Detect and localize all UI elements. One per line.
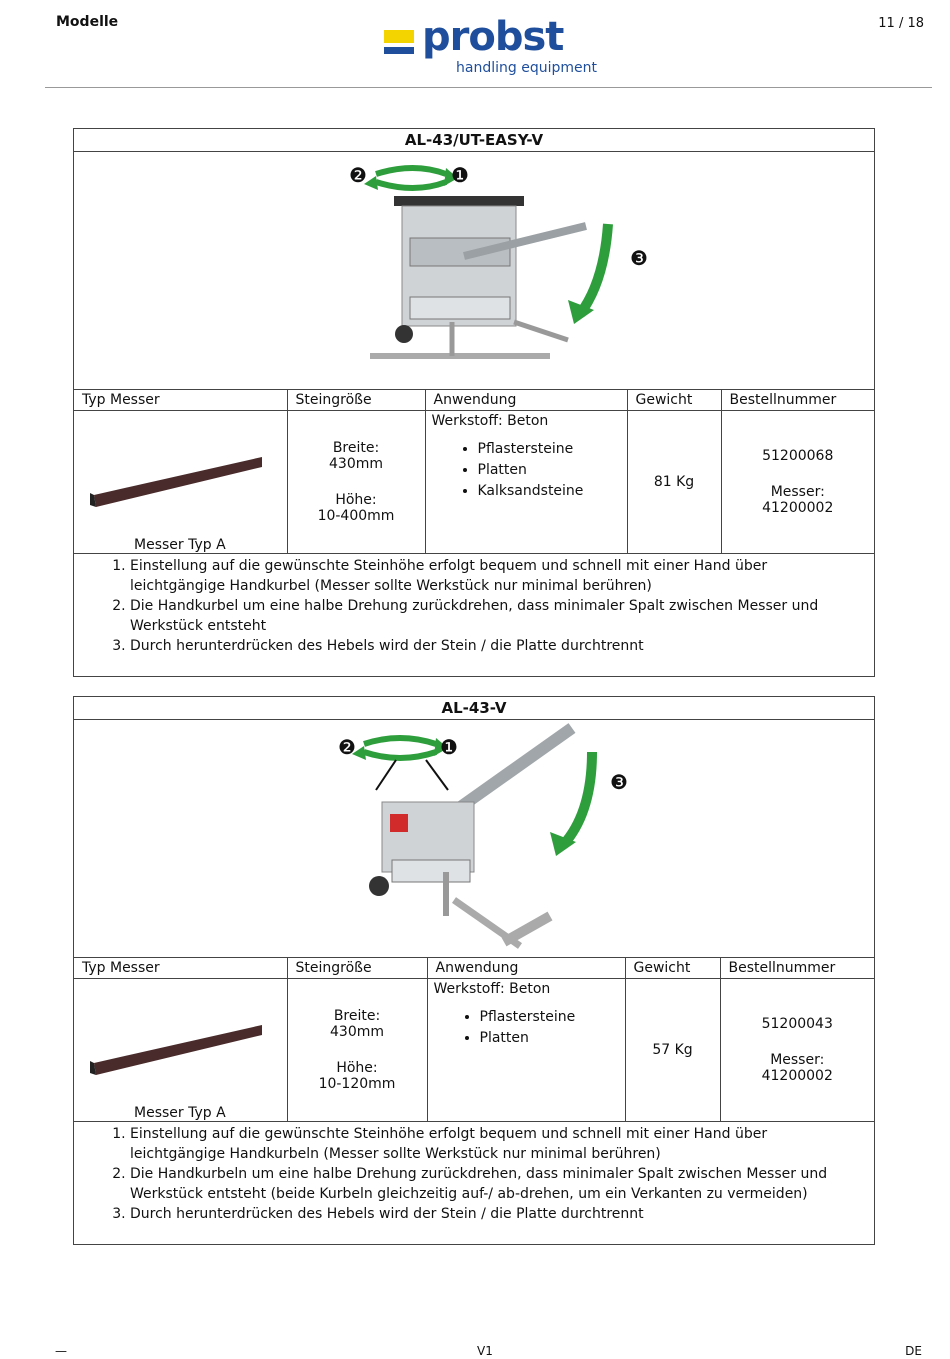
knife-number-label: Messer: xyxy=(770,1051,825,1068)
model-block-2 xyxy=(73,696,875,1245)
col-header: Bestellnummer xyxy=(721,390,874,411)
application-cell xyxy=(427,979,625,1121)
page-number: 11 / 18 xyxy=(878,16,924,31)
weight-cell: 57 Kg xyxy=(625,979,720,1121)
footer-version: V1 xyxy=(477,1344,493,1358)
width-label: Breite: xyxy=(332,439,380,456)
spec-table xyxy=(74,958,874,1121)
order-number: 51200068 xyxy=(762,447,834,464)
col-header: Gewicht xyxy=(627,390,721,411)
cutter-ut-easy-illustration xyxy=(74,152,874,389)
instructions xyxy=(74,553,874,676)
section-title: Modelle xyxy=(56,14,119,30)
footer-left: — xyxy=(55,1344,67,1358)
header-divider xyxy=(45,87,932,88)
instruction-step: 1. Einstellung auf die gewünschte Steinhöhe erfolgt bequem und schnell mit einer Hand über leichtgängige Handkurbel (Messer sollte Werkstück nur minimal berühren) xyxy=(130,556,864,596)
width-label: Breite: xyxy=(333,1007,381,1024)
marker-1-icon: ❶ xyxy=(440,735,458,759)
marker-3-icon: ❸ xyxy=(610,770,628,794)
order-number: 51200043 xyxy=(761,1015,833,1032)
knife-image xyxy=(90,1017,270,1087)
height-label: Höhe: xyxy=(336,1059,378,1076)
marker-3-icon: ❸ xyxy=(630,246,648,270)
marker-2-icon: ❷ xyxy=(338,735,356,759)
height-value: 10-120mm xyxy=(318,1075,396,1092)
spec-table xyxy=(74,390,874,553)
col-header: Bestellnummer xyxy=(720,958,874,979)
instruction-step: 1. Einstellung auf die gewünschte Steinhöhe erfolgt bequem und schnell mit einer Hand über leichtgängige Handkurbeln (Messer sollte Werkstück nur minimal berühren) xyxy=(130,1124,864,1164)
list-item: • Kalksandsteine xyxy=(478,481,621,502)
knife-type-label: Messer Typ A xyxy=(134,1104,226,1121)
model-title: AL-43-V xyxy=(74,697,874,720)
list-item: • Pflastersteine xyxy=(478,439,621,460)
col-header: Steingröße xyxy=(287,958,427,979)
instruction-step: 2. Die Handkurbeln um eine halbe Drehung zurückdrehen, dass minimaler Spalt zwischen Messer und Werkstück entsteht (beide Kurbeln gleichzeitig auf-/ ab-drehen, um ein Verkanten zu vermeiden) xyxy=(130,1164,864,1204)
instructions xyxy=(74,1121,874,1244)
size-cell xyxy=(287,979,427,1121)
knife-type-label: Messer Typ A xyxy=(134,536,226,553)
material-label: Werkstoff: Beton xyxy=(431,413,549,429)
machine-image-1 xyxy=(74,152,874,390)
col-header: Anwendung xyxy=(427,958,625,979)
logo-stripes-icon xyxy=(384,30,414,54)
machine-image-2 xyxy=(74,720,874,958)
size-cell xyxy=(287,411,425,553)
width-value: 430mm xyxy=(330,1023,384,1040)
height-value: 10-400mm xyxy=(317,507,395,524)
knife-number: 41200002 xyxy=(762,499,834,516)
instruction-step: 2. Die Handkurbel um eine halbe Drehung zurückdrehen, dass minimaler Spalt zwischen Messer und Werkstück entsteht xyxy=(130,596,864,636)
height-label: Höhe: xyxy=(335,491,377,508)
cutter-v-illustration xyxy=(74,720,874,957)
logo-tagline: handling equipment xyxy=(456,60,597,76)
footer-language: DE xyxy=(905,1344,922,1358)
application-cell xyxy=(425,411,627,553)
col-header: Anwendung xyxy=(425,390,627,411)
knife-number-label: Messer: xyxy=(770,483,825,500)
instruction-step: 3. Durch herunterdrücken des Hebels wird der Stein / die Platte durchtrennt xyxy=(130,636,864,656)
material-label: Werkstoff: Beton xyxy=(433,981,551,997)
col-header: Gewicht xyxy=(625,958,720,979)
knife-image xyxy=(90,449,270,519)
order-cell xyxy=(720,979,874,1121)
col-header: Steingröße xyxy=(287,390,425,411)
instruction-step: 3. Durch herunterdrücken des Hebels wird der Stein / die Platte durchtrennt xyxy=(130,1204,864,1224)
order-cell xyxy=(721,411,874,553)
model-title: AL-43/UT-EASY-V xyxy=(74,129,874,152)
knife-number: 41200002 xyxy=(761,1067,833,1084)
model-block-1 xyxy=(73,128,875,677)
marker-2-icon: ❷ xyxy=(349,163,367,187)
logo-wordmark: probst xyxy=(422,14,564,60)
col-header: Typ Messer xyxy=(74,958,287,979)
width-value: 430mm xyxy=(329,455,383,472)
col-header: Typ Messer xyxy=(74,390,287,411)
knife-cell xyxy=(74,411,287,553)
marker-1-icon: ❶ xyxy=(451,163,469,187)
probst-logo xyxy=(384,14,614,80)
weight-cell: 81 Kg xyxy=(627,411,721,553)
list-item: • Platten xyxy=(478,460,621,481)
list-item: • Pflastersteine xyxy=(480,1007,619,1028)
list-item: • Platten xyxy=(480,1028,619,1049)
knife-cell xyxy=(74,979,287,1121)
